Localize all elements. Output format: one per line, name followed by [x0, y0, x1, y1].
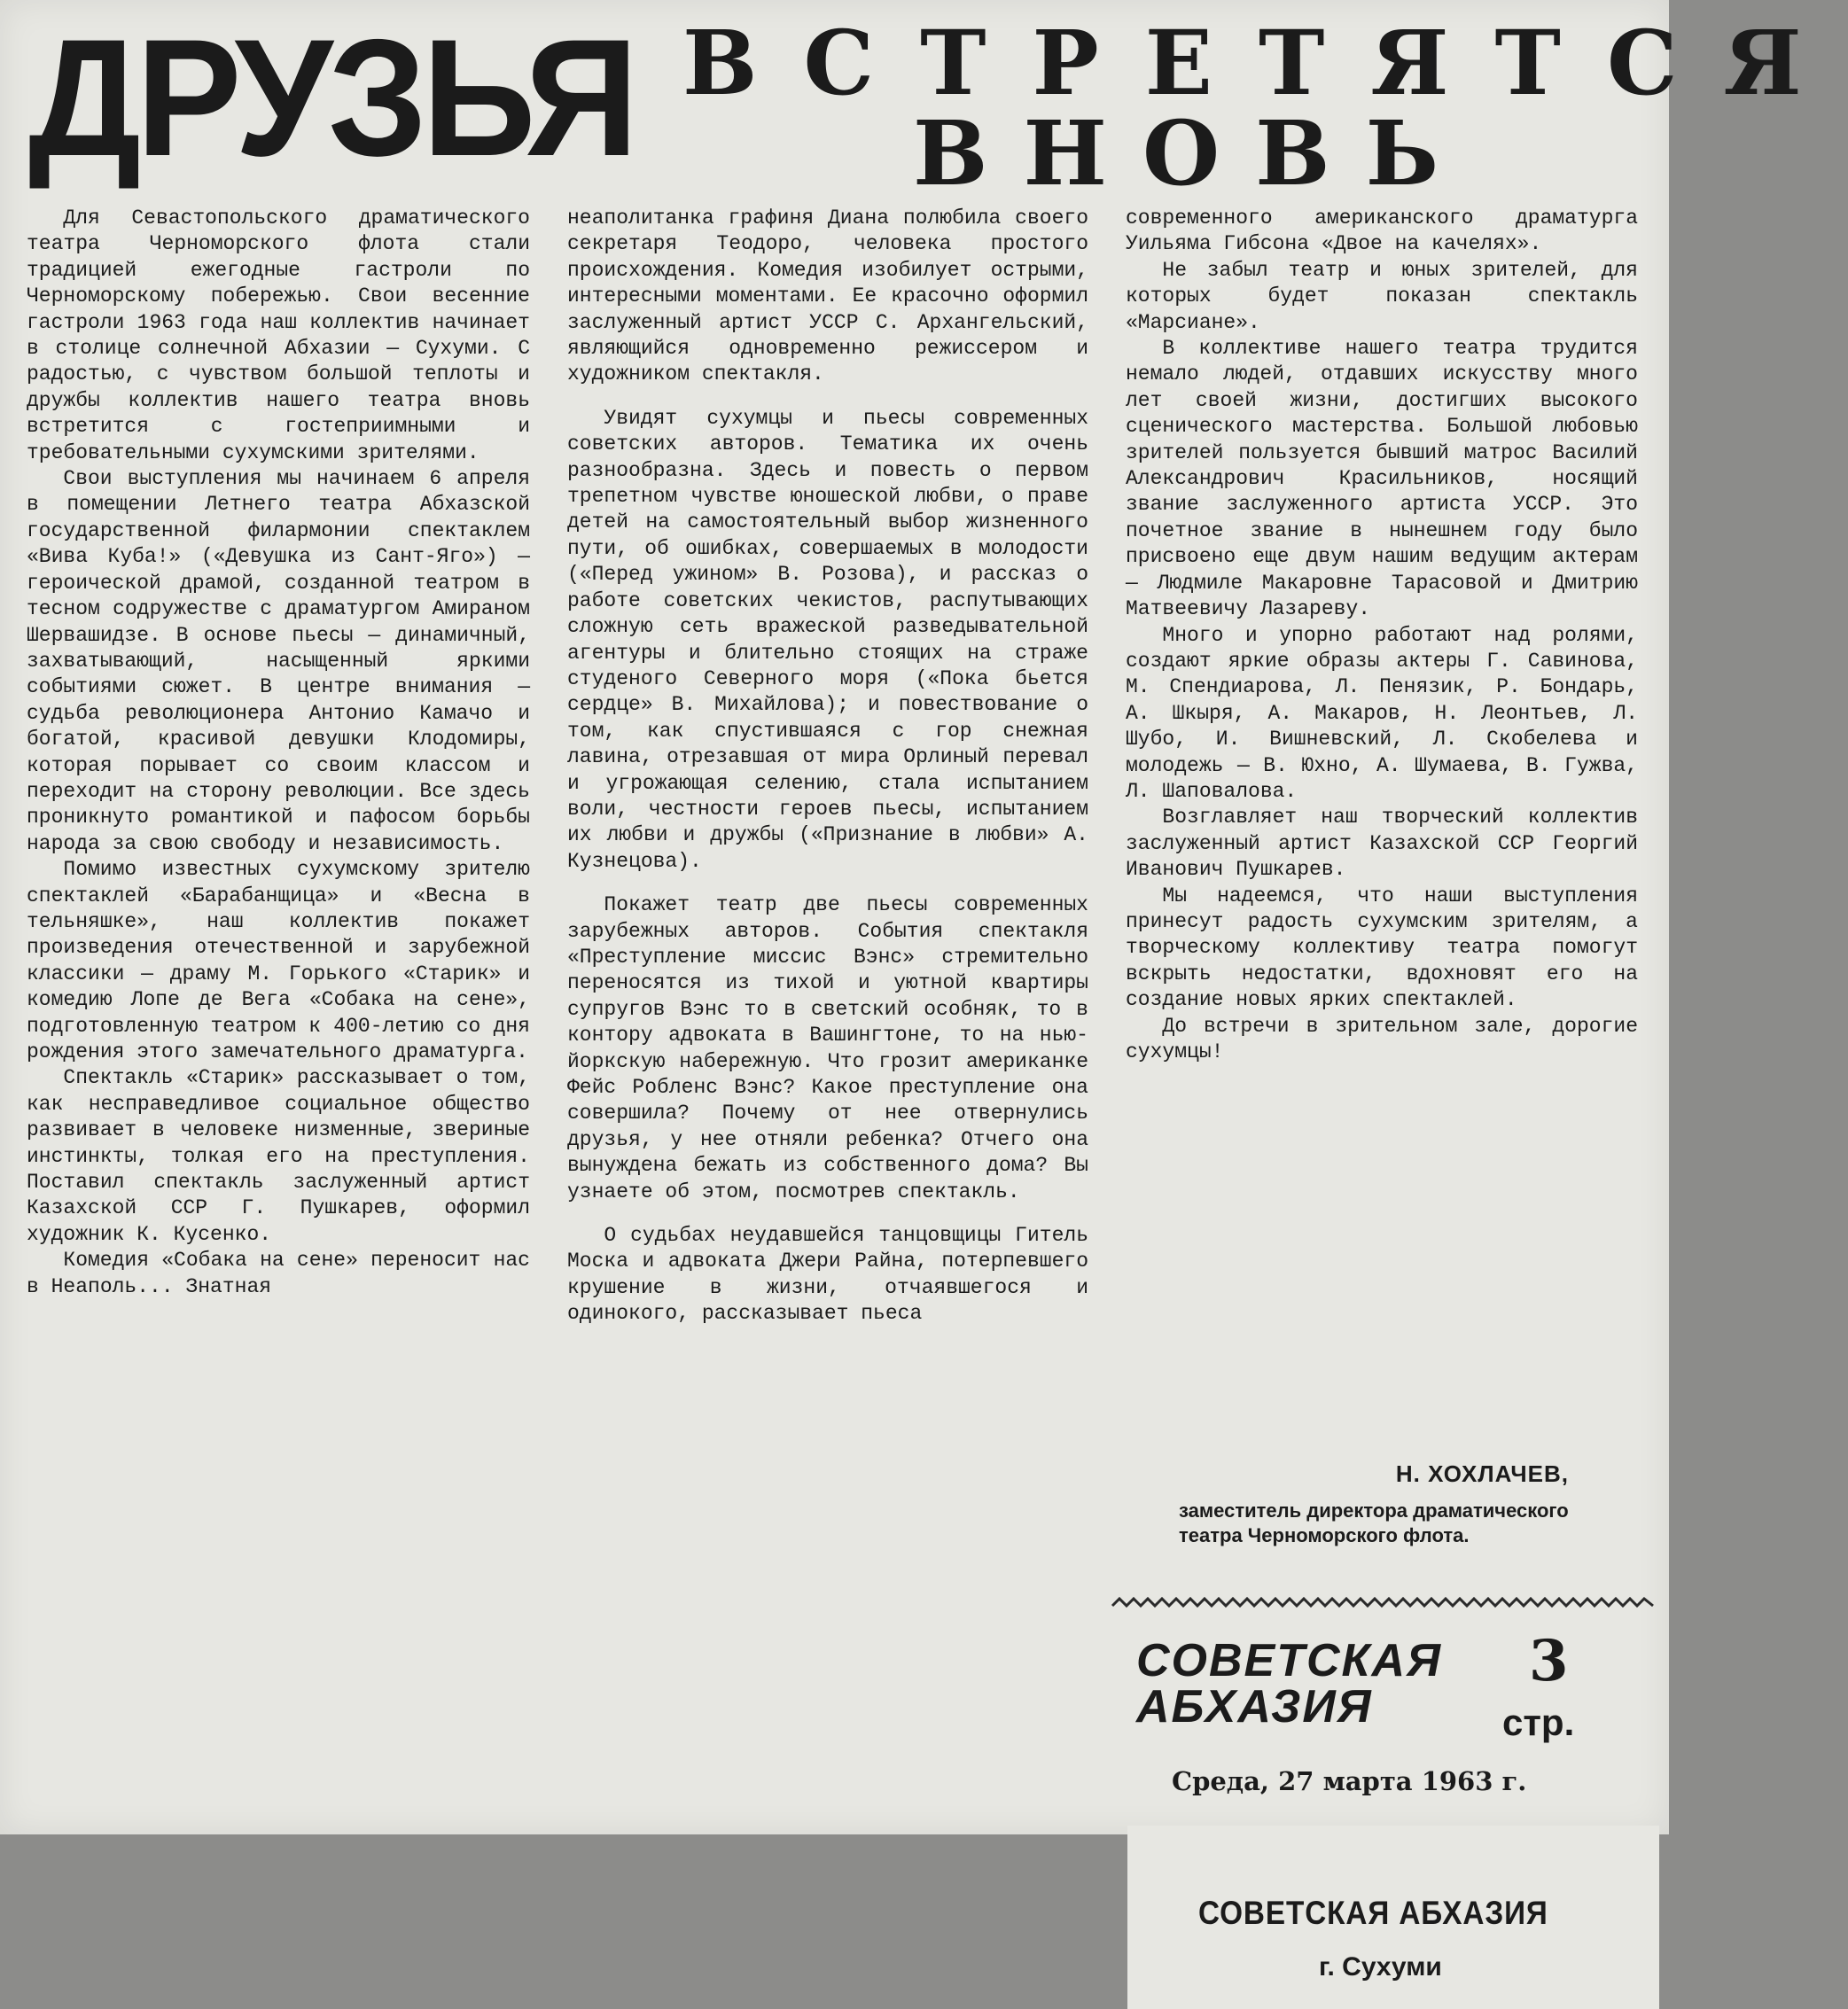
article-paragraph: Спектакль «Старик» рассказывает о том, как несправедливое социальное общество развивает в человеке низменные, звериные инстинкты, толкая его на преступления. Поставил спектакль заслуженный артист Казахской ССР Г. Пушкарев, оформил художник К. Кусенко. — [27, 1066, 530, 1246]
article-paragraph: Много и упорно работают над ролями, создают яркие образы актеры Г. Савинова, М. Спендиарова, Л. Пенязик, Р. Бондарь, А. Шкыря, А. Макаров, Н. Леонтьев, Л. Шубо, И. Вишневский, Л. Скобелева и молодежь — В. Юхно, А. Шумаева, В. Гужва, Л. Шаповалова. — [1126, 623, 1638, 803]
author-name: Н. ХОХЛАЧЕВ, — [1395, 1460, 1569, 1487]
article-paragraph: Помимо известных сухумскому зрителю спектаклей «Барабанщица» и «Весна в тельняшке», наш коллектив покажет произведения отечественной и зарубежной классики — драму М. Горького «Старик» и комедию Лопе де Вега «Собака на сене», подготовленную театром к 400-летию со дня рождения этого замечательного драматурга. — [27, 858, 530, 1063]
newspaper-masthead — [1136, 1635, 1455, 1735]
masthead-line-2: АБХАЗИЯ — [1136, 1681, 1373, 1733]
headline-line3: ВНОВЬ — [913, 101, 1475, 206]
article-paragraph: Комедия «Собака на сене» переносит нас в Неаполь... Знатная — [27, 1249, 530, 1298]
article-paragraph: Возглавляет наш творческий коллектив заслуженный артист Казахской ССР Георгий Иванович Пушкарев. — [1126, 806, 1638, 882]
author-title: заместитель директора драматического театра Черноморского флота. — [1179, 1499, 1569, 1546]
stamp-newspaper-name: СОВЕТСКАЯ АБХАЗИЯ — [1198, 1895, 1548, 1931]
article-paragraph: До встречи в зрительном зале, дорогие сухумцы! — [1126, 1014, 1638, 1063]
article-paragraph: Не забыл театр и юных зрителей, для которых будет показан спектакль «Марсиане». — [1126, 258, 1638, 334]
article-paragraph: неаполитанка графиня Диана полюбила своего секретаря Теодоро, человека простого происхождения. Комедия изобилует острыми, интересными моментами. Ее красочно оформил заслуженный артист УССР С. Архангельский, являющийся одновременно режиссером и художником спектакля. — [567, 206, 1088, 386]
article-column-2 — [567, 206, 1088, 1328]
headline-line2: ВСТРЕТЯТСЯ — [682, 11, 1848, 115]
article-paragraph: Свои выступления мы начинаем 6 апреля в помещении Летнего театра Абхазской государственной филармонии спектаклем «Вива Куба!» («Девушка из Сант-Яго») — героической драмой, созданной театром в тесном содружестве с драматургом Амираном Шервашидзе. В основе пьесы — динамичный, захватывающий, насыщенный яркими событиями сюжет. В центре внимания — судьба революционера Антонио Камачо и богатой, красивой девушки Клодомиры, которая порывает со своим классом и переходит на сторону революции. Все здесь проникнуто романтикой и пафосом борьбы народа за свою свободу и независимость. — [27, 467, 530, 855]
decorative-divider — [1112, 1595, 1653, 1609]
headline-main: ДРУЗЬЯ — [28, 4, 634, 191]
article-paragraph: Покажет театр две пьесы современных зарубежных авторов. События спектакля «Преступление миссис Вэнс» стремительно переносятся из тихой и уютной квартиры супругов Вэнс то в светский особняк, то в контору адвоката в Вашингтоне, то на нью-йоркскую набережную. Что грозит американке Фейс Робленс Вэнс? Какое преступление она совершила? Почему от нее отвернулись друзья, у нее отняли ребенка? Отчего она вынуждена бежать из собственного дома? Вы узнаете об этом, посмотрев спектакль. — [567, 893, 1088, 1203]
article-paragraph: О судьбах неудавшейся танцовщицы Гитель Моска и адвоката Джери Райна, потерпевшего крушение в жизни, отчаявшегося и одинокого, рассказывает пьеса — [567, 1224, 1088, 1326]
article-paragraph: Для Севастопольского драматического театра Черноморского флота стали традицией ежегодные гастроли по Черноморскому побережью. Свои весенние гастроли 1963 года наш коллектив начинает в столице солнечной Абхазии — Сухуми. С радостью, с чувством большой теплоты и дружбы коллектив нашего театра вновь встретится с гостеприимными и требовательными сухумскими зрителями. — [27, 206, 530, 464]
page-number: 3 — [1529, 1628, 1569, 1694]
article-paragraph: современного американского драматурга Уильяма Гибсона «Двое на качелях». — [1126, 206, 1638, 256]
masthead-line-1: СОВЕТСКАЯ — [1136, 1635, 1442, 1686]
page-label: стр. — [1502, 1701, 1575, 1743]
article-paragraph: Мы надеемся, что наши выступления принесут радость сухумским зрителям, а творческому коллективу театра помогут вскрыть недостатки, вдохновят его на создание новых ярких спектаклей. — [1126, 884, 1638, 1012]
article-paragraph: В коллективе нашего театра трудится немало людей, отдавших искусству много лет своей жизни, достигших высокого сценического мастерства. Большой любовью зрителей пользуется бывший матрос Василий Александрович Красильников, носящий звание заслуженного артиста УССР. Это почетное звание в нынешнем году было присвоено еще двум нашим ведущим актерам — Людмиле Макаровне Тарасовой и Дмитрию Матвеевичу Лазареву. — [1126, 337, 1638, 621]
article-paragraph: Увидят сухумцы и пьесы современных советских авторов. Тематика их очень разнообразна. Здесь и повесть о первом трепетном чувстве юношеской любви, о праве детей на самостоятельный выбор жизненного пути, об ошибках, совершаемых в молодости («Перед ужином» В. Розова), и рассказ о работе советских чекистов, распутывающих сложную сеть вражеской разведывательной агентуры и блительно стоящих на страже студеного Северного моря («Пока бьется сердце» В. Михайлова); и повествование о том, как спустившаяся с гор снежная лавина, отрезавшая от мира Орлиный перевал и угрожающая селению, стала испытанием воли, честности героев пьесы, испытанием их любви и дружбы («Признание в любви» А. Кузнецова). — [567, 406, 1088, 873]
article-column-3 — [1126, 206, 1638, 1065]
stamp-city: г. Сухуми — [1319, 1952, 1442, 1982]
issue-date: Среда, 27 марта 1963 г. — [1172, 1766, 1527, 1796]
author-signature — [1170, 1460, 1595, 1548]
article-column-1 — [27, 206, 530, 1300]
